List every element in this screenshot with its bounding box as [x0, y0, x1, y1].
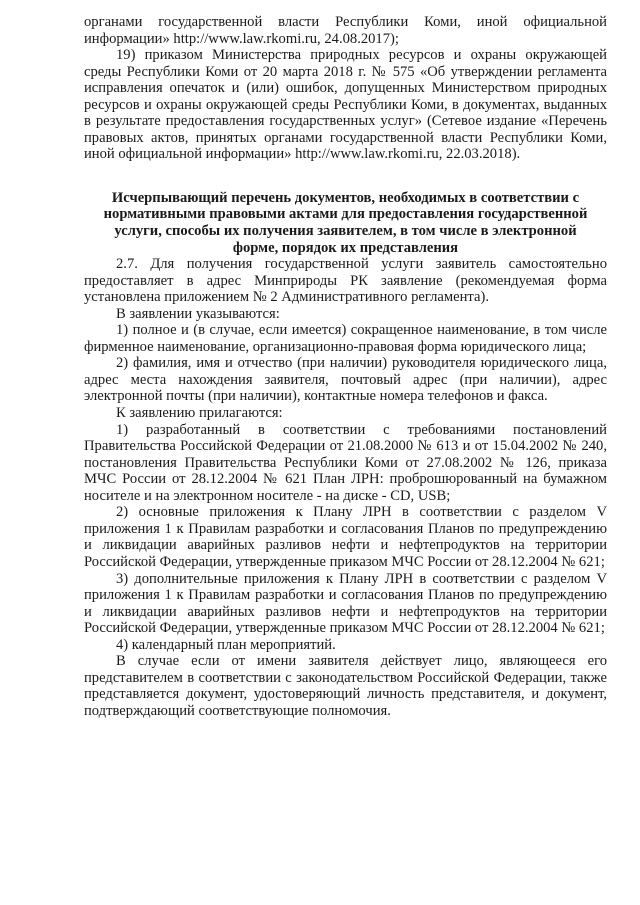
paragraph-attachments-intro: К заявлению прилагаются: [116, 405, 283, 422]
paragraph-attachment-item-4: 4) календарный план мероприятий. [116, 636, 336, 653]
paragraph-application-contents-intro: В заявлении указываются: [116, 305, 280, 322]
paragraph-application-item-2: 2) фамилия, имя и отчество (при наличии) руководителя юридического лица, адрес места нахождения заявителя, почтовый адрес (при наличии), адрес электронной почты (при наличии), контактные номера телефонов и факса. [84, 355, 607, 405]
paragraph-attachment-item-2: 2) основные приложения к Плану ЛРН в соответствии с разделом V приложения 1 к Правилам разработки и согласования Планов по предупреждению и ликвидации аварийных разливов нефти и нефтепродуктов на территории Российской Федерации, утвержденные приказом МЧС России от 28.12.2004 № 621; [84, 504, 607, 570]
intro-paragraph-continuation: органами государственной власти Республики Коми, иной официальной информации» http://www.law.rkomi.ru, 24.08.2017); [84, 14, 607, 47]
section-heading: Исчерпывающий перечень документов, необходимых в соответствии с нормативными правовыми актами для предоставления государственной услуги, способы их получения заявителем, в том числе в электронной форме, порядок их представления [103, 189, 588, 256]
intro-paragraph-item-19: 19) приказом Министерства природных ресурсов и охраны окружающей среды Республики Коми от 20 марта 2018 г. № 575 «Об утверждении регламента исправления опечаток и (или) ошибок, допущенных Министерством природных ресурсов и охраны окружающей среды Республики Коми, в документах, выданных в результате предоставления государственных услуг» (Сетевое издание «Перечень правовых актов, принятых органами государственной власти Республики Коми, иной официальной информации» http://www.law.rkomi.ru, 22.03.2018). [84, 47, 607, 163]
paragraph-representative: В случае если от имени заявителя действует лицо, являющееся его представителем в соответствии с законодательством Российской Федерации, также представляется документ, удостоверяющий личность представителя, и документ, подтверждающий соответствующие полномочия. [84, 653, 607, 719]
paragraph-attachment-item-3: 3) дополнительные приложения к Плану ЛРН в соответствии с разделом V приложения 1 к Правилам разработки и согласования Планов по предупреждению и ликвидации аварийных разливов нефти и нефтепродуктов на территории Российской Федерации, утвержденные приказом МЧС России от 28.12.2004 № 621; [84, 570, 607, 637]
paragraph-application-item-1: 1) полное и (в случае, если имеется) сокращенное наименование, в том числе фирменное наименование, организационно-правовая форма юридического лица; [84, 322, 607, 355]
document-page [84, 14, 607, 719]
paragraph-attachment-item-1: 1) разработанный в соответствии с требованиями постановлений Правительства Российской Федерации от 21.08.2000 № 613 и от 15.04.2002 № 240, постановления Правительства Республики Коми от 27.08.2002 № 126, приказа МЧС России от 28.12.2004 № 621 План ЛРН: проброшюрованный на бумажном носителе и на электронном носителе - на диске - CD, USB; [84, 421, 607, 504]
paragraph-2-7: 2.7. Для получения государственной услуги заявитель самостоятельно предоставляет в адрес Минприроды РК заявление (рекомендуемая форма установлена приложением № 2 Административного регламента). [84, 256, 607, 306]
